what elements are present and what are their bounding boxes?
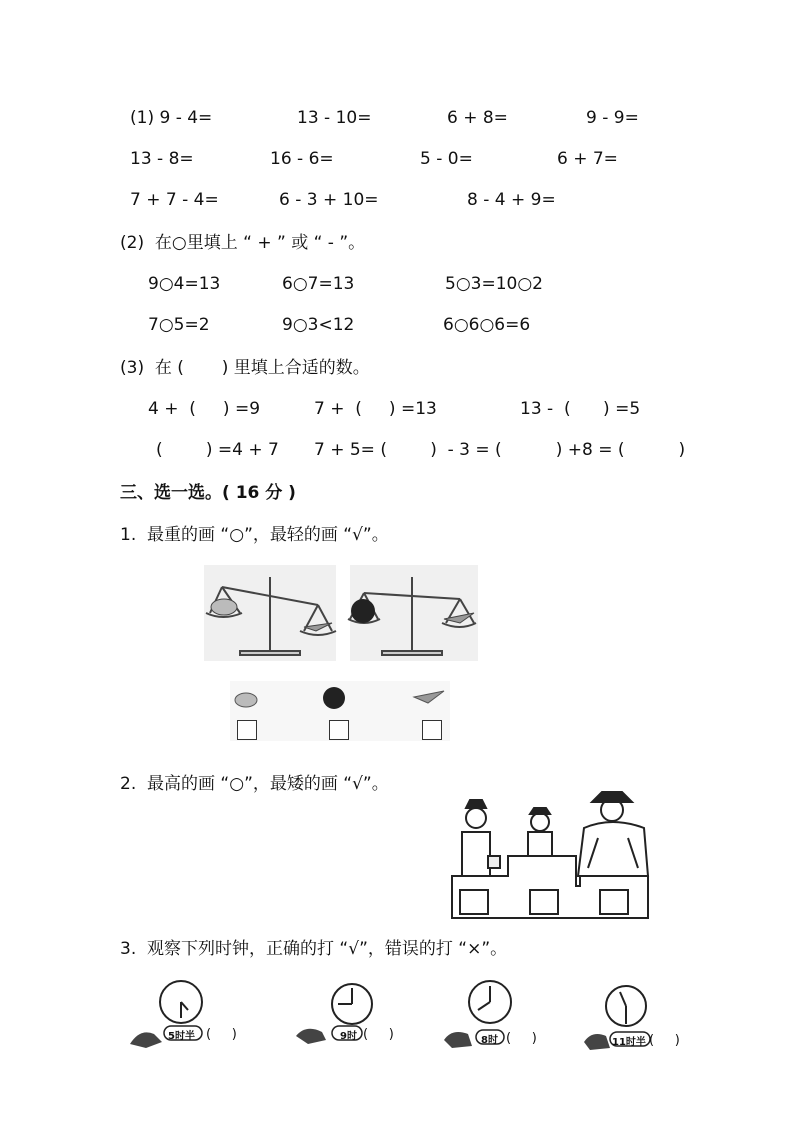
podium-people-illustration: [448, 788, 658, 922]
answer-paren[interactable]: ( ): [649, 1033, 680, 1048]
pepper-icon: [235, 693, 257, 707]
question: 1. 最重的画 “○”，最轻的画 “√”。: [120, 525, 389, 545]
balance-scales-illustration: [200, 563, 480, 743]
equation: 6 + 7=: [557, 149, 618, 169]
equation: 6 + 8=: [447, 108, 508, 128]
answer-box-pepper[interactable]: [237, 720, 257, 740]
question: 3. 观察下列时钟，正确的打 “√”，错误的打 “×”。: [120, 939, 508, 959]
clock-label: 5时半: [168, 1031, 195, 1042]
clock-label: 9时: [340, 1031, 357, 1042]
person-icon: [531, 813, 549, 831]
section-heading: 三、选一选。( 16 分 ): [120, 483, 296, 503]
equation: 5○3=10○2: [445, 274, 543, 294]
equation: 13 - ( ) =5: [520, 399, 641, 419]
equation: 4 + ( ) =9: [148, 399, 261, 419]
question: 2. 最高的画 “○”，最矮的画 “√”。: [120, 774, 389, 794]
radish-icon: [323, 687, 345, 709]
equation: 9 - 9=: [586, 108, 639, 128]
equation: (1) 9 - 4=: [130, 108, 213, 128]
equation: 6○6○6=6: [443, 315, 531, 335]
clocks-illustration: [126, 980, 686, 1060]
answer-paren[interactable]: ( ): [206, 1027, 237, 1042]
bird-icon: [296, 1029, 326, 1044]
animal-icon: [584, 1034, 610, 1050]
answer-paren[interactable]: ( ): [506, 1031, 537, 1046]
pepper-icon: [211, 599, 237, 615]
answer-box-carrot[interactable]: [422, 720, 442, 740]
equation: 8 - 4 + 9=: [467, 190, 556, 210]
equation: 5 - 0=: [420, 149, 473, 169]
clock-label: 11时半: [612, 1037, 646, 1048]
answer-box-radish[interactable]: [329, 720, 349, 740]
equation: 7 + ( ) =13: [314, 399, 437, 419]
equation: 13 - 8=: [130, 149, 194, 169]
equation: 6○7=13: [282, 274, 355, 294]
instruction: (2) 在○里填上 “ + ” 或 “ - ”。: [120, 233, 366, 253]
equation: 13 - 10=: [297, 108, 372, 128]
bird-icon: [130, 1032, 162, 1048]
equation: ( ) =4 + 7: [156, 440, 279, 460]
clock-label: 8时: [481, 1035, 498, 1046]
instruction: (3) 在 ( ) 里填上合适的数。: [120, 358, 370, 378]
equation: 7○5=2: [148, 315, 210, 335]
person-icon: [466, 808, 486, 828]
equation: 7 + 5= ( ) - 3 = ( ) +8 = ( ): [314, 440, 686, 460]
equation: 6 - 3 + 10=: [279, 190, 379, 210]
answer-paren[interactable]: ( ): [363, 1027, 394, 1042]
equation: 16 - 6=: [270, 149, 334, 169]
animal-icon: [444, 1032, 472, 1048]
equation: 7 + 7 - 4=: [130, 190, 219, 210]
equation: 9○3<12: [282, 315, 355, 335]
equation: 9○4=13: [148, 274, 221, 294]
radish-icon: [351, 599, 375, 623]
